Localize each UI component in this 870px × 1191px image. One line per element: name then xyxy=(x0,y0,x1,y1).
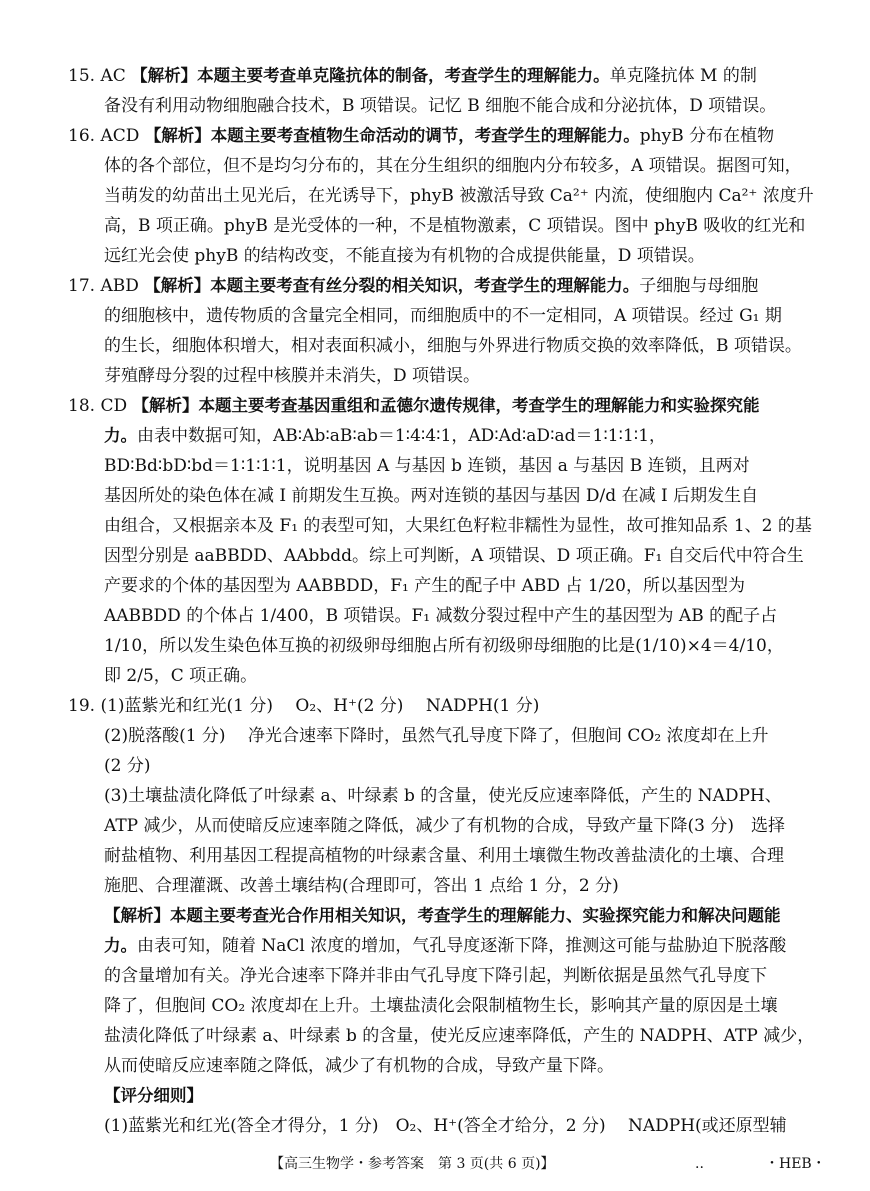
q18-line-5: 由组合，又根据亲本及 F₁ 的表型可知，大果红色籽粒非糯性为显性，故可推知品系 1、2 的基 xyxy=(104,516,812,536)
q17-analysis-heading: 【解析】本题主要考查有丝分裂的相关知识，考查学生的理解能力。 xyxy=(144,276,640,295)
q17-line-4: 芽殖酵母分裂的过程中核膜并未消失，D 项错误。 xyxy=(104,366,481,386)
q15-answer: 15. AC xyxy=(68,66,132,86)
q17-line-2: 的细胞核中，遗传物质的含量完全相同，而细胞质中的不一定相同，A 项错误。经过 G₁ 期 xyxy=(104,306,782,326)
page-footer xyxy=(0,1150,870,1178)
q19-analysis-line-3: 的含量增加有关。净光合速率下降并非由气孔导度下降引起，判断依据是虽然气孔导度下 xyxy=(104,966,767,986)
q19-analysis-line-1: 【解析】本题主要考查光合作用相关知识，考查学生的理解能力、实验探究能力和解决问题能 xyxy=(104,906,781,925)
footer-code: ・HEB・ xyxy=(765,1156,826,1172)
q18-line-2: 力。由表中数据可知，AB∶Ab∶aB∶ab＝1∶4∶4∶1，AD∶Ad∶aD∶ad＝1∶1∶1∶1， xyxy=(104,426,667,446)
q19-line-6: 耐盐植物、利用基因工程提高植物的叶绿素含量、利用土壤微生物改善盐渍化的土壤、合理 xyxy=(104,846,784,866)
q19-line-2: (2)脱落酸(1 分) 净光合速率下降时，虽然气孔导度下降了，但胞间 CO₂ 浓度却在上升 xyxy=(104,726,769,746)
q17-line-3: 的生长，细胞体积增大，相对表面积减小，细胞与外界进行物质交换的效率降低，B 项错误。 xyxy=(104,336,802,356)
q18-analysis-heading: 【解析】本题主要考查基因重组和孟德尔遗传规律，考查学生的理解能力和实验探究能 xyxy=(132,396,760,415)
q16-line-4: 高，B 项正确。phyB 是光受体的一种，不是植物激素，C 项错误。图中 phyB 吸收的红光和 xyxy=(104,216,806,236)
q19-line-4: (3)土壤盐渍化降低了叶绿素 a、叶绿素 b 的含量，使光反应速率降低，产生的 NADPH、 xyxy=(104,786,782,806)
q16-line-3: 当萌发的幼苗出土见光后，在光诱导下，phyB 被激活导致 Ca²⁺ 内流，使细胞内 Ca²⁺ 浓度升 xyxy=(104,186,814,206)
scoring-rules-heading: 【评分细则】 xyxy=(104,1086,203,1105)
q19-analysis-line-6: 从而使暗反应速率随之降低，减少了有机物的合成，导致产量下降。 xyxy=(104,1056,614,1076)
q18-line-1 xyxy=(68,391,759,421)
q18-answer: 18. CD xyxy=(68,396,133,416)
scoring-rules-line-1: (1)蓝紫光和红光(答全才得分，1 分) O₂、H⁺(答全才给分，2 分) NADPH(或还原型辅 xyxy=(104,1116,787,1136)
q15-line-2: 备没有利用动物细胞融合技术，B 项错误。记忆 B 细胞不能合成和分泌抗体，D 项错误。 xyxy=(104,96,777,116)
q18-line-9: 1/10，所以发生染色体互换的初级卵母细胞占所有初级卵母细胞的比是(1/10)×4＝4/10， xyxy=(104,636,784,656)
footer-dots: .. xyxy=(695,1156,704,1172)
q17-line-1: 17. ABD 【解析】本题主要考查有丝分裂的相关知识，考查学生的理解能力。子细胞与母细胞 xyxy=(68,276,759,296)
q18-line-10: 即 2/5，C 项正确。 xyxy=(104,666,258,686)
q19-line-1: 19. (1)蓝紫光和红光(1 分) O₂、H⁺(2 分) NADPH(1 分) xyxy=(68,696,540,716)
q19-line-3: (2 分) xyxy=(104,756,151,776)
footer-title: 【高三生物学・参考答案 第 3 页(共 6 页)】 xyxy=(270,1156,555,1172)
q18-line-3: BD∶Bd∶bD∶bd＝1∶1∶1∶1，说明基因 A 与基因 b 连锁，基因 a 与基因 B 连锁，且两对 xyxy=(104,456,750,476)
q19-line-7: 施肥、合理灌溉、改善土壤结构(合理即可，答出 1 点给 1 分，2 分) xyxy=(104,876,619,896)
q18-line-4: 基因所处的染色体在减 Ⅰ 前期发生互换。两对连锁的基因与基因 D/d 在减 Ⅰ 后期发生自 xyxy=(104,486,759,506)
q19-line-5: ATP 减少，从而使暗反应速率随之降低，减少了有机物的合成，导致产量下降(3 分) 选择 xyxy=(104,816,786,836)
q18-line-7: 产要求的个体的基因型为 AABBDD，F₁ 产生的配子中 ABD 占 1/20，所以基因型为 xyxy=(104,576,746,596)
q18-line-8: AABBDD 的个体占 1/400，B 项错误。F₁ 减数分裂过程中产生的基因型为 AB 的配子占 xyxy=(104,606,778,626)
q16-analysis-heading: 【解析】本题主要考查植物生命活动的调节，考查学生的理解能力。 xyxy=(144,126,640,145)
q16-answer: 16. ACD xyxy=(68,126,145,146)
q16-line-1: 16. ACD 【解析】本题主要考查植物生命活动的调节，考查学生的理解能力。phyB 分布在植物 xyxy=(68,126,775,146)
q16-line-5: 远红光会使 phyB 的结构改变，不能直接为有机物的合成提供能量，D 项错误。 xyxy=(104,246,705,266)
q18-line-6: 因型分别是 aaBBDD、AAbbdd。综上可判断，A 项错误、D 项正确。F₁ 自交后代中符合生 xyxy=(104,546,804,566)
q16-line-2: 体的各个部位，但不是均匀分布的，其在分生组织的细胞内分布较多，A 项错误。据图可知， xyxy=(104,156,802,176)
q15-line-1: 15. AC 【解析】本题主要考查单克隆抗体的制备，考查学生的理解能力。单克隆抗体 M 的制 xyxy=(68,66,757,86)
q17-answer: 17. ABD xyxy=(68,276,145,296)
q19-analysis-line-2: 力。由表可知，随着 NaCl 浓度的增加，气孔导度逐渐下降，推测这可能与盐胁迫下脱落酸 xyxy=(104,936,787,956)
q15-analysis-heading: 【解析】本题主要考查单克隆抗体的制备，考查学生的理解能力。 xyxy=(131,66,610,85)
q19-analysis-line-4: 降了，但胞间 CO₂ 浓度却在上升。土壤盐渍化会限制植物生长，影响其产量的原因是土壤 xyxy=(104,996,778,1016)
q19-analysis-line-5: 盐渍化降低了叶绿素 a、叶绿素 b 的含量，使光反应速率降低，产生的 NADPH、ATP 减少， xyxy=(104,1026,815,1046)
